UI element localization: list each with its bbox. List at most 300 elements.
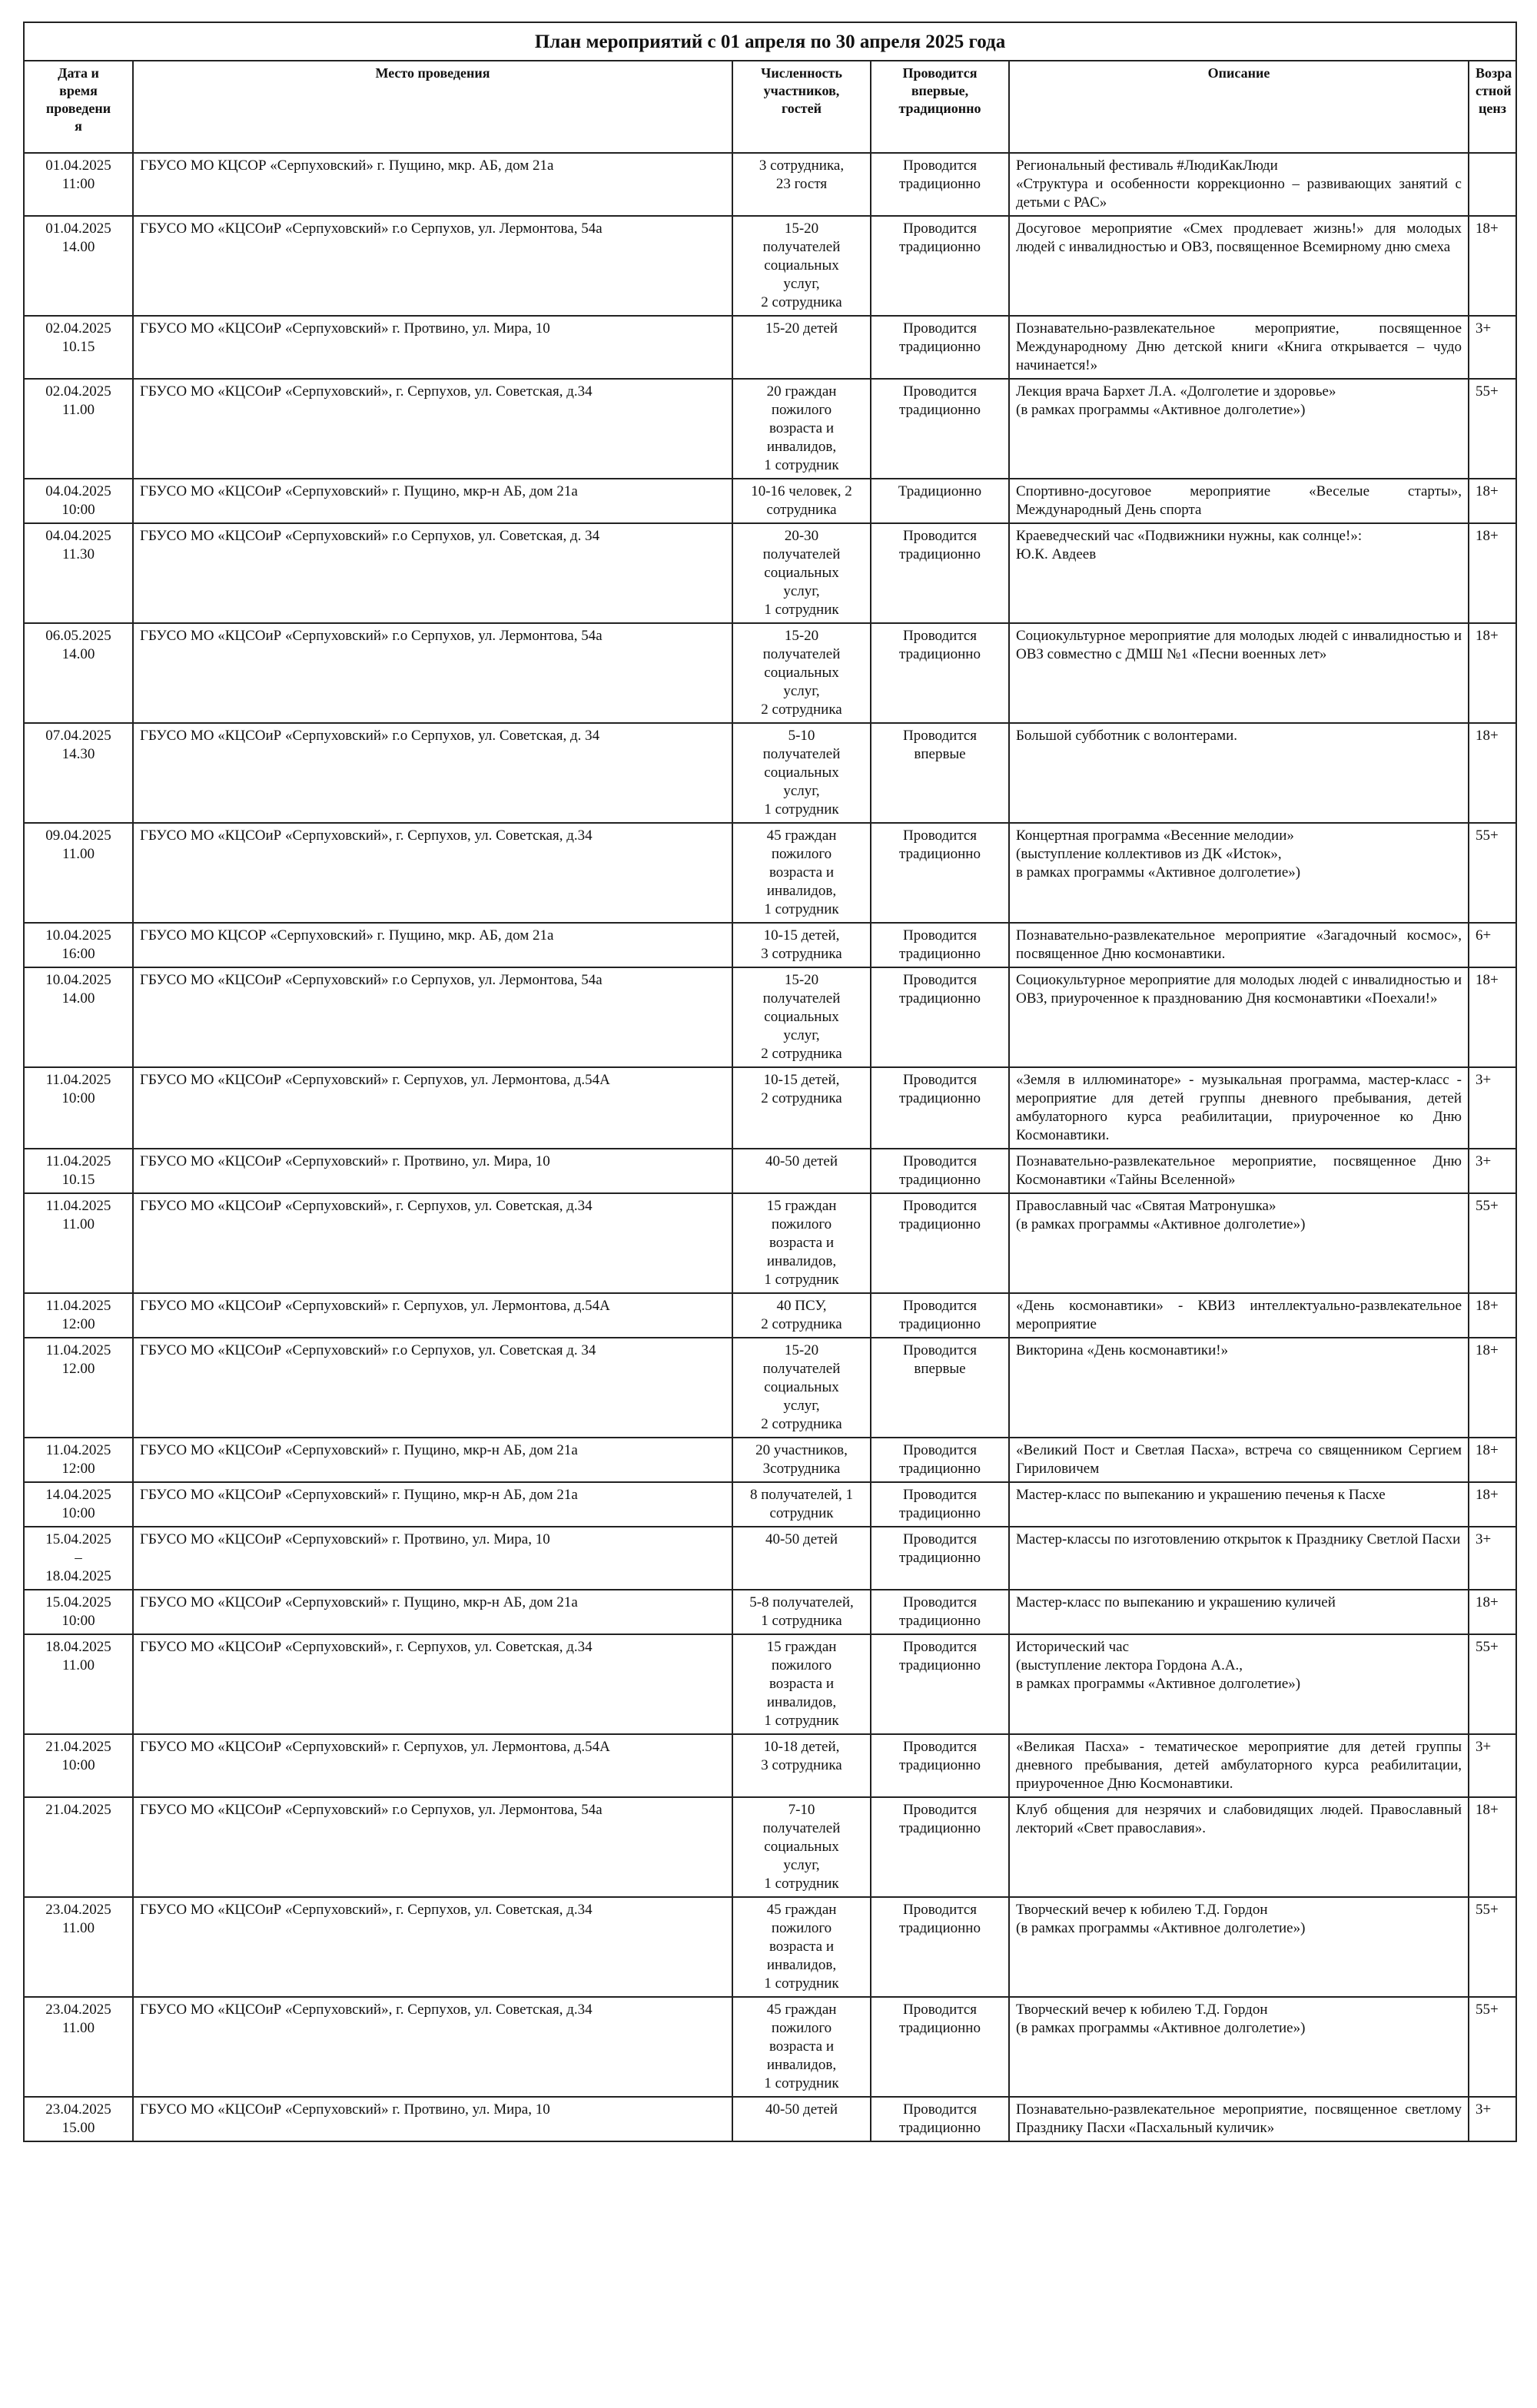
event-date bbox=[24, 1482, 133, 1527]
table-row bbox=[24, 1997, 1516, 2097]
event-date-line: 11.04.2025 bbox=[45, 1442, 111, 1458]
event-description-line: Социокультурное мероприятие для молодых людей с инвалидностью и ОВЗ, приуроченное к празднованию Дня космонавтики «Поехали!» bbox=[1016, 972, 1462, 1007]
event-date bbox=[24, 1193, 133, 1293]
event-age-limit: 3+ bbox=[1469, 1734, 1516, 1797]
event-type-line: традиционно bbox=[899, 339, 981, 355]
event-description-line: «Структура и особенности коррекционно – развивающих занятий с детьми с РАС» bbox=[1016, 176, 1462, 211]
event-participants-line: пожилого bbox=[771, 1216, 832, 1232]
event-description bbox=[1009, 1590, 1469, 1634]
event-participants-line: 3 сотрудника bbox=[761, 946, 842, 962]
header-line: Дата и bbox=[58, 65, 99, 81]
event-type-line: впервые bbox=[914, 1361, 966, 1377]
header-line: Место проведения bbox=[375, 65, 490, 81]
event-description-line: Социокультурное мероприятие для молодых людей с инвалидностью и ОВЗ совместно с ДМШ №1 «Песни военных лет» bbox=[1016, 628, 1462, 662]
event-description-line: Краеведческий час «Подвижники нужны, как солнце!»: bbox=[1016, 528, 1363, 544]
event-participants-line: 10-18 детей, bbox=[763, 1739, 840, 1755]
event-date bbox=[24, 967, 133, 1067]
event-type bbox=[871, 623, 1009, 723]
event-participants-line: пожилого bbox=[771, 2020, 832, 2036]
event-type-line: Проводится bbox=[902, 728, 978, 744]
event-description bbox=[1009, 1293, 1469, 1338]
table-row bbox=[24, 1590, 1516, 1634]
event-age-limit: 3+ bbox=[1469, 316, 1516, 379]
event-date-line: 10.04.2025 bbox=[45, 972, 111, 988]
event-participants-line: услуг, bbox=[783, 783, 820, 799]
event-participants-line: 8 получателей, 1 bbox=[750, 1487, 853, 1503]
table-row bbox=[24, 523, 1516, 623]
event-description-line: Ю.К. Авдеев bbox=[1016, 546, 1097, 562]
event-description bbox=[1009, 316, 1469, 379]
header-line: Возра bbox=[1476, 65, 1512, 81]
event-participants-line: получателей bbox=[762, 239, 841, 255]
event-date-line: 07.04.2025 bbox=[45, 728, 111, 744]
event-type-line: Проводится bbox=[902, 1802, 978, 1818]
event-type-line: Проводится bbox=[902, 158, 978, 174]
event-participants bbox=[732, 523, 871, 623]
event-type bbox=[871, 1590, 1009, 1634]
event-age-limit: 18+ bbox=[1469, 1590, 1516, 1634]
event-place: ГБУСО МО «КЦСОиР «Серпуховский» г.о Серпухов, ул. Лермонтова, 54а bbox=[133, 967, 732, 1067]
event-description-line: «День космонавтики» - КВИЗ интеллектуально-развлекательное мероприятие bbox=[1016, 1298, 1462, 1332]
event-description-line: Познавательно-развлекательное мероприятие, посвященное светлому Празднику Пасхи «Пасхальный куличик» bbox=[1016, 2101, 1462, 2136]
event-age-limit: 18+ bbox=[1469, 216, 1516, 316]
table-row bbox=[24, 1338, 1516, 1438]
event-date-line: 14.00 bbox=[61, 646, 95, 662]
event-place: ГБУСО МО «КЦСОиР «Серпуховский» г.о Серпухов, ул. Советская д. 34 bbox=[133, 1338, 732, 1438]
event-type-line: Проводится bbox=[902, 221, 978, 237]
event-participants-line: 1 сотрудник bbox=[764, 801, 839, 818]
event-date-line: 14.30 bbox=[61, 746, 95, 762]
event-date-line: 23.04.2025 bbox=[45, 2101, 111, 2118]
table-body bbox=[24, 153, 1516, 2141]
event-type-line: традиционно bbox=[899, 1316, 981, 1332]
event-age-limit bbox=[1469, 153, 1516, 216]
event-type-line: традиционно bbox=[899, 1216, 981, 1232]
event-type bbox=[871, 1634, 1009, 1734]
event-type-line: Проводится bbox=[902, 1342, 978, 1358]
header-line: традиционно bbox=[898, 101, 981, 116]
event-date-line: 15.04.2025 bbox=[45, 1594, 111, 1610]
event-participants bbox=[732, 967, 871, 1067]
event-description bbox=[1009, 1067, 1469, 1149]
event-participants bbox=[732, 823, 871, 923]
event-place: ГБУСО МО «КЦСОиР «Серпуховский» г.о Серпухов, ул. Лермонтова, 54а bbox=[133, 1797, 732, 1897]
event-age-limit: 18+ bbox=[1469, 967, 1516, 1067]
event-participants-line: возраста и bbox=[768, 1676, 835, 1692]
event-description bbox=[1009, 1193, 1469, 1293]
event-description-line: «Великая Пасха» - тематическое мероприятие для детей группы дневного пребывания, детей амбулаторного курса реабилитации, приуроченное Дню Космонавтики. bbox=[1016, 1739, 1462, 1792]
event-participants bbox=[732, 723, 871, 823]
event-participants-line: инвалидов, bbox=[766, 439, 837, 455]
event-type-line: традиционно bbox=[899, 1920, 981, 1936]
event-date bbox=[24, 1338, 133, 1438]
event-type-line: традиционно bbox=[899, 1820, 981, 1836]
event-age-limit: 55+ bbox=[1469, 1193, 1516, 1293]
event-participants-line: 10-16 человек, 2 bbox=[751, 483, 852, 499]
event-date-line: 02.04.2025 bbox=[45, 383, 111, 400]
event-type-line: традиционно bbox=[899, 1505, 981, 1521]
event-type bbox=[871, 1193, 1009, 1293]
event-date-line: 10:00 bbox=[61, 1613, 95, 1629]
event-type-line: Проводится bbox=[902, 2101, 978, 2118]
event-description bbox=[1009, 1149, 1469, 1193]
event-type-line: Проводится bbox=[902, 1531, 978, 1547]
event-participants bbox=[732, 1293, 871, 1338]
event-participants bbox=[732, 1797, 871, 1897]
event-participants-line: 10-15 детей, bbox=[763, 1072, 840, 1088]
event-type-line: Проводится bbox=[902, 1902, 978, 1918]
event-date-line: 10:00 bbox=[61, 1090, 95, 1106]
event-participants-line: 3 сотрудника, bbox=[759, 158, 845, 174]
event-participants-line: услуг, bbox=[783, 1027, 820, 1043]
event-date-line: 09.04.2025 bbox=[45, 828, 111, 844]
event-participants-line: 1 сотрудник bbox=[764, 1975, 839, 1992]
header-line: Описание bbox=[1207, 65, 1270, 81]
col-header-description bbox=[1009, 61, 1469, 153]
event-description bbox=[1009, 2097, 1469, 2141]
event-participants-line: пожилого bbox=[771, 846, 832, 862]
table-row bbox=[24, 967, 1516, 1067]
event-date bbox=[24, 1067, 133, 1149]
event-type bbox=[871, 523, 1009, 623]
event-description bbox=[1009, 1797, 1469, 1897]
event-place: ГБУСО МО «КЦСОиР «Серпуховский» г. Серпухов, ул. Лермонтова, д.54А bbox=[133, 1067, 732, 1149]
event-age-limit: 3+ bbox=[1469, 2097, 1516, 2141]
event-participants-line: инвалидов, bbox=[766, 1253, 837, 1269]
event-age-limit: 55+ bbox=[1469, 379, 1516, 479]
event-description-line: Клуб общения для незрячих и слабовидящих людей. Православный лекторий «Свет православия». bbox=[1016, 1802, 1462, 1836]
event-place: ГБУСО МО КЦСОР «Серпуховский» г. Пущино, мкр. АБ, дом 21а bbox=[133, 923, 732, 967]
event-participants-line: 2 сотрудника bbox=[761, 1316, 842, 1332]
event-type-line: Проводится bbox=[902, 1594, 978, 1610]
event-participants bbox=[732, 1067, 871, 1149]
event-participants bbox=[732, 1590, 871, 1634]
event-description-line: «Великий Пост и Светлая Пасха», встреча со священником Сергием Гириловичем bbox=[1016, 1442, 1462, 1477]
event-participants-line: 1 сотрудник bbox=[764, 901, 839, 917]
event-type-line: традиционно bbox=[899, 402, 981, 418]
event-participants-line: 1 сотрудник bbox=[764, 602, 839, 618]
event-participants-line: 2 сотрудника bbox=[761, 1416, 842, 1432]
event-participants-line: 5-8 получателей, bbox=[749, 1594, 854, 1610]
event-date-line: 01.04.2025 bbox=[45, 221, 111, 237]
event-date-line: 21.04.2025 bbox=[45, 1739, 111, 1755]
event-participants-line: 40-50 детей bbox=[765, 2101, 838, 2118]
event-place: ГБУСО МО «КЦСОиР «Серпуховский», г. Серпухов, ул. Советская, д.34 bbox=[133, 823, 732, 923]
event-type-line: традиционно bbox=[899, 1090, 981, 1106]
header-line: ценз bbox=[1479, 101, 1506, 116]
event-date-line: 11.00 bbox=[61, 402, 95, 418]
event-date-line: 11.04.2025 bbox=[45, 1298, 111, 1314]
event-description bbox=[1009, 1527, 1469, 1590]
event-participants bbox=[732, 153, 871, 216]
event-date-line: 12:00 bbox=[61, 1461, 95, 1477]
event-description-line: Исторический час bbox=[1016, 1639, 1130, 1655]
event-date-line: 11.00 bbox=[61, 1657, 95, 1673]
event-date-line: 14.00 bbox=[61, 990, 95, 1007]
event-description-line: Творческий вечер к юбилею Т.Д. Гордон bbox=[1016, 1902, 1268, 1918]
event-date-line: 10.15 bbox=[61, 339, 95, 355]
event-description bbox=[1009, 1897, 1469, 1997]
event-age-limit: 55+ bbox=[1469, 823, 1516, 923]
event-age-limit: 3+ bbox=[1469, 1527, 1516, 1590]
event-participants bbox=[732, 379, 871, 479]
event-participants-line: 45 граждан bbox=[766, 828, 837, 844]
event-type-line: традиционно bbox=[899, 1461, 981, 1477]
event-date-line: 11.04.2025 bbox=[45, 1342, 111, 1358]
event-participants-line: получателей bbox=[762, 546, 841, 562]
event-participants bbox=[732, 316, 871, 379]
event-place: ГБУСО МО «КЦСОиР «Серпуховский» г. Протвино, ул. Мира, 10 bbox=[133, 1527, 732, 1590]
event-type bbox=[871, 923, 1009, 967]
event-type bbox=[871, 1997, 1009, 2097]
event-age-limit: 6+ bbox=[1469, 923, 1516, 967]
table-row bbox=[24, 1897, 1516, 1997]
event-date-line: – bbox=[75, 1550, 82, 1566]
event-place: ГБУСО МО «КЦСОиР «Серпуховский», г. Серпухов, ул. Советская, д.34 bbox=[133, 1634, 732, 1734]
event-date-line: 16:00 bbox=[61, 946, 95, 962]
event-participants-line: 15-20 bbox=[784, 628, 819, 644]
event-date bbox=[24, 523, 133, 623]
event-participants-line: 1 сотрудника bbox=[761, 1613, 842, 1629]
header-line: Проводится bbox=[902, 65, 978, 81]
event-place: ГБУСО МО «КЦСОиР «Серпуховский», г. Серпухов, ул. Советская, д.34 bbox=[133, 1193, 732, 1293]
event-date bbox=[24, 479, 133, 523]
event-place: ГБУСО МО «КЦСОиР «Серпуховский» г. Пущино, мкр-н АБ, дом 21а bbox=[133, 479, 732, 523]
event-type bbox=[871, 2097, 1009, 2141]
event-type-line: Проводится bbox=[902, 383, 978, 400]
event-type bbox=[871, 1149, 1009, 1193]
event-type-line: традиционно bbox=[899, 1757, 981, 1773]
event-date-line: 14.00 bbox=[61, 239, 95, 255]
event-participants-line: 1 сотрудник bbox=[764, 1272, 839, 1288]
event-age-limit: 18+ bbox=[1469, 1338, 1516, 1438]
event-participants bbox=[732, 1527, 871, 1590]
table-row bbox=[24, 216, 1516, 316]
event-participants bbox=[732, 216, 871, 316]
event-participants bbox=[732, 1193, 871, 1293]
event-date-line: 11.00 bbox=[61, 2020, 95, 2036]
event-date-line: 11.04.2025 bbox=[45, 1153, 111, 1169]
event-participants-line: возраста и bbox=[768, 1235, 835, 1251]
event-participants-line: услуг, bbox=[783, 1398, 820, 1414]
event-description-line: (в рамках программы «Активное долголетие») bbox=[1016, 1920, 1306, 1936]
event-description-line: Мастер-класс по выпеканию и украшению печенья к Пасхе bbox=[1016, 1487, 1386, 1503]
event-description-line: Познавательно-развлекательное мероприятие «Загадочный космос», посвященное Дню космонавтики. bbox=[1016, 927, 1462, 962]
event-type-line: Проводится bbox=[902, 1198, 978, 1214]
event-age-limit: 18+ bbox=[1469, 1293, 1516, 1338]
event-participants-line: 10-15 детей, bbox=[763, 927, 840, 944]
event-type-line: традиционно bbox=[899, 2120, 981, 2136]
event-description-line: (в рамках программы «Активное долголетие») bbox=[1016, 1216, 1306, 1232]
event-participants-line: инвалидов, bbox=[766, 1957, 837, 1973]
event-type bbox=[871, 1293, 1009, 1338]
event-date bbox=[24, 1590, 133, 1634]
event-date bbox=[24, 216, 133, 316]
table-row bbox=[24, 1734, 1516, 1797]
event-age-limit: 55+ bbox=[1469, 1997, 1516, 2097]
event-date bbox=[24, 1997, 133, 2097]
event-participants-line: возраста и bbox=[768, 1939, 835, 1955]
event-place: ГБУСО МО «КЦСОиР «Серпуховский» г. Пущино, мкр-н АБ, дом 21а bbox=[133, 1482, 732, 1527]
event-description-line: (в рамках программы «Активное долголетие») bbox=[1016, 402, 1306, 418]
header-line: участников, bbox=[763, 83, 840, 98]
event-participants bbox=[732, 1634, 871, 1734]
event-date-line: 23.04.2025 bbox=[45, 1902, 111, 1918]
event-date-line: 21.04.2025 bbox=[45, 1802, 111, 1818]
event-type bbox=[871, 153, 1009, 216]
header-line: стной bbox=[1476, 83, 1512, 98]
event-date-line: 04.04.2025 bbox=[45, 528, 111, 544]
event-date-line: 10:00 bbox=[61, 502, 95, 518]
event-description-line: в рамках программы «Активное долголетие») bbox=[1016, 1676, 1301, 1692]
event-date-line: 01.04.2025 bbox=[45, 158, 111, 174]
event-participants-line: 2 сотрудника bbox=[761, 1090, 842, 1106]
event-date bbox=[24, 1527, 133, 1590]
event-participants-line: получателей bbox=[762, 990, 841, 1007]
event-place: ГБУСО МО «КЦСОиР «Серпуховский» г. Протвино, ул. Мира, 10 bbox=[133, 316, 732, 379]
event-date-line: 15.00 bbox=[61, 2120, 95, 2136]
event-date-line: 11:00 bbox=[61, 176, 95, 192]
event-place: ГБУСО МО «КЦСОиР «Серпуховский», г. Серпухов, ул. Советская, д.34 bbox=[133, 1897, 732, 1997]
event-type-line: Традиционно bbox=[898, 483, 982, 499]
event-date-line: 10.15 bbox=[61, 1172, 95, 1188]
event-participants bbox=[732, 1897, 871, 1997]
event-participants bbox=[732, 1997, 871, 2097]
event-type bbox=[871, 1527, 1009, 1590]
event-type-line: Проводится bbox=[902, 1739, 978, 1755]
event-description-line: Познавательно-развлекательное мероприятие, посвященное Международному Дню детской книги «Книга открывается – чудо начинается!» bbox=[1016, 320, 1462, 373]
event-type-line: Проводится bbox=[902, 1298, 978, 1314]
event-participants-line: инвалидов, bbox=[766, 1694, 837, 1710]
event-date bbox=[24, 1897, 133, 1997]
event-date-line: 11.04.2025 bbox=[45, 1072, 111, 1088]
event-participants-line: возраста и bbox=[768, 420, 835, 436]
event-participants-line: 40 ПСУ, bbox=[776, 1298, 827, 1314]
event-description-line: (в рамках программы «Активное долголетие») bbox=[1016, 2020, 1306, 2036]
event-participants-line: 23 гостя bbox=[775, 176, 828, 192]
event-place: ГБУСО МО «КЦСОиР «Серпуховский», г. Серпухов, ул. Советская, д.34 bbox=[133, 379, 732, 479]
event-date bbox=[24, 623, 133, 723]
event-description bbox=[1009, 523, 1469, 623]
event-date-line: 14.04.2025 bbox=[45, 1487, 111, 1503]
header-line: гостей bbox=[782, 101, 822, 116]
event-date-line: 02.04.2025 bbox=[45, 320, 111, 337]
event-description bbox=[1009, 923, 1469, 967]
table-row bbox=[24, 723, 1516, 823]
event-type-line: Проводится bbox=[902, 828, 978, 844]
col-header-type bbox=[871, 61, 1009, 153]
event-description bbox=[1009, 823, 1469, 923]
event-type-line: Проводится bbox=[902, 628, 978, 644]
table-row bbox=[24, 1438, 1516, 1482]
event-date-line: 11.04.2025 bbox=[45, 1198, 111, 1214]
event-participants-line: социальных bbox=[764, 257, 839, 274]
event-participants-line: 1 сотрудник bbox=[764, 457, 839, 473]
event-description-line: Большой субботник с волонтерами. bbox=[1016, 728, 1238, 744]
table-header-row bbox=[24, 61, 1516, 153]
event-type-line: традиционно bbox=[899, 1613, 981, 1629]
event-description-line: Региональный фестиваль #ЛюдиКакЛюди bbox=[1016, 158, 1278, 174]
table-row bbox=[24, 479, 1516, 523]
event-date-line: 06.05.2025 bbox=[45, 628, 111, 644]
event-place: ГБУСО МО «КЦСОиР «Серпуховский» г. Пущино, мкр-н АБ, дом 21а bbox=[133, 1438, 732, 1482]
event-type-line: Проводится bbox=[902, 972, 978, 988]
table-row bbox=[24, 1797, 1516, 1897]
header-line: впервые, bbox=[911, 83, 969, 98]
event-place: ГБУСО МО «КЦСОиР «Серпуховский» г.о Серпухов, ул. Лермонтова, 54а bbox=[133, 623, 732, 723]
col-header-date bbox=[24, 61, 133, 153]
event-participants-line: пожилого bbox=[771, 1920, 832, 1936]
event-description bbox=[1009, 1634, 1469, 1734]
event-participants-line: сотрудника bbox=[766, 502, 837, 518]
event-date-line: 04.04.2025 bbox=[45, 483, 111, 499]
event-age-limit: 18+ bbox=[1469, 1482, 1516, 1527]
event-type-line: впервые bbox=[914, 746, 966, 762]
event-type-line: традиционно bbox=[899, 1550, 981, 1566]
event-participants-line: 40-50 детей bbox=[765, 1153, 838, 1169]
event-date bbox=[24, 1438, 133, 1482]
event-date-line: 18.04.2025 bbox=[45, 1639, 111, 1655]
event-type-line: традиционно bbox=[899, 239, 981, 255]
event-participants-line: возраста и bbox=[768, 864, 835, 881]
event-date-line: 11.00 bbox=[61, 846, 95, 862]
event-date-line: 23.04.2025 bbox=[45, 2002, 111, 2018]
event-participants-line: социальных bbox=[764, 1379, 839, 1395]
event-participants-line: 15 граждан bbox=[766, 1639, 837, 1655]
event-date-line: 18.04.2025 bbox=[45, 1568, 111, 1584]
event-date bbox=[24, 923, 133, 967]
event-participants bbox=[732, 1149, 871, 1193]
event-date-line: 10:00 bbox=[61, 1757, 95, 1773]
event-date-line: 12.00 bbox=[61, 1361, 95, 1377]
table-row bbox=[24, 2097, 1516, 2141]
event-participants-line: 5-10 bbox=[788, 728, 815, 744]
event-date bbox=[24, 1634, 133, 1734]
event-type-line: традиционно bbox=[899, 546, 981, 562]
event-type-line: традиционно bbox=[899, 1172, 981, 1188]
event-type bbox=[871, 1338, 1009, 1438]
event-participants-line: получателей bbox=[762, 746, 841, 762]
event-description-line: «Земля в иллюминаторе» - музыкальная программа, мастер-класс - мероприятие для детей группы дневного пребывания, детей амбулаторного курса реабилитации, приуроченное ко Дню Космонавтики. bbox=[1016, 1072, 1462, 1143]
event-age-limit: 18+ bbox=[1469, 623, 1516, 723]
event-date bbox=[24, 2097, 133, 2141]
event-date bbox=[24, 1734, 133, 1797]
event-description-line: Викторина «День космонавтики!» bbox=[1016, 1342, 1229, 1358]
event-participants-line: возраста и bbox=[768, 2038, 835, 2055]
event-participants-line: 3сотрудника bbox=[762, 1461, 841, 1477]
event-age-limit: 18+ bbox=[1469, 1438, 1516, 1482]
event-participants-line: социальных bbox=[764, 665, 839, 681]
event-participants-line: 40-50 детей bbox=[765, 1531, 838, 1547]
event-description-line: Концертная программа «Весенние мелодии» bbox=[1016, 828, 1294, 844]
event-participants-line: услуг, bbox=[783, 583, 820, 599]
event-description-line: Мастер-класс по выпеканию и украшению куличей bbox=[1016, 1594, 1336, 1610]
event-participants-line: 20 участников, bbox=[755, 1442, 848, 1458]
event-participants-line: пожилого bbox=[771, 402, 832, 418]
event-description bbox=[1009, 1734, 1469, 1797]
event-description-line: Творческий вечер к юбилею Т.Д. Гордон bbox=[1016, 2002, 1268, 2018]
table-row bbox=[24, 379, 1516, 479]
event-participants-line: 20 граждан bbox=[766, 383, 837, 400]
event-description-line: Познавательно-развлекательное мероприятие, посвященное Дню Космонавтики «Тайны Вселенной» bbox=[1016, 1153, 1462, 1188]
col-header-age bbox=[1469, 61, 1516, 153]
event-type-line: традиционно bbox=[899, 990, 981, 1007]
event-participants bbox=[732, 1338, 871, 1438]
table-row bbox=[24, 823, 1516, 923]
table-row bbox=[24, 1482, 1516, 1527]
event-type-line: Проводится bbox=[902, 320, 978, 337]
event-description-line: Спортивно-досуговое мероприятие «Веселые старты», Международный День спорта bbox=[1016, 483, 1462, 518]
